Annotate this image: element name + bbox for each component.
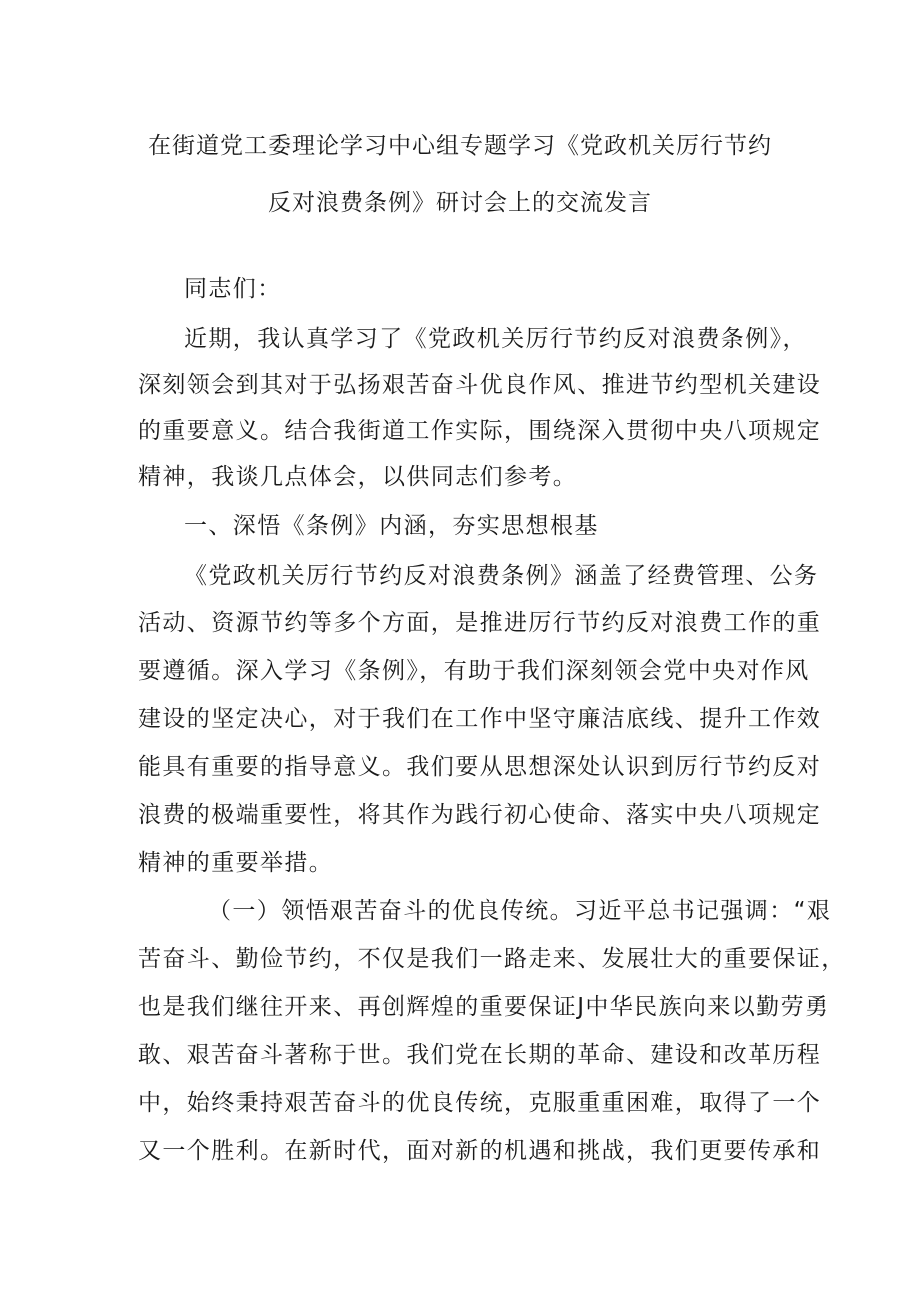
body-line: 精神的重要举措。: [138, 850, 334, 876]
body-line: 建设的坚定决心，对于我们在工作中坚守廉洁底线、提升工作效: [138, 706, 822, 732]
body-line: 又一个胜利。在新时代，面对新的机遇和挑战，我们更要传承和: [138, 1138, 822, 1164]
body-line: 要遵循。深入学习《条例》，有助于我们深刻领会党中央对作风: [138, 658, 810, 684]
body-line: 浪费的极端重要性，将其作为践行初心使命、落实中央八项规定: [138, 802, 822, 828]
body-line: 也是我们继往开来、再创辉煌的重要保证J中华民族向来以勤劳勇: [138, 994, 830, 1020]
body-line: 活动、资源节约等多个方面，是推进厉行节约反对浪费工作的重: [138, 610, 822, 636]
document-title-line-2: 反对浪费条例》研讨会上的交流发言: [268, 190, 652, 216]
body-line: 中，始终秉持艰苦奋斗的优良传统，克服重重困难，取得了一个: [138, 1090, 822, 1116]
document-title-line-1: 在街道党工委理论学习中心组专题学习《党政机关厉行节约: [148, 133, 772, 159]
body-line: 的重要意义。结合我街道工作实际，围绕深入贯彻中央八项规定: [138, 418, 822, 444]
salutation: 同志们：: [184, 276, 282, 302]
body-line: 深刻领会到其对于弘扬艰苦奋斗优良作风、推进节约型机关建设: [138, 372, 822, 398]
body-line: 《党政机关厉行节约反对浪费条例》涵盖了经费管理、公务: [184, 563, 819, 589]
body-line: 能具有重要的指导意义。我们要从思想深处认识到厉行节约反对: [138, 754, 822, 780]
subsection-line: （一）领悟艰苦奋斗的优良传统。习近平总书记强调：“艰: [208, 898, 832, 924]
body-line: 精神，我谈几点体会，以供同志们参考。: [138, 464, 578, 490]
section-heading: 一、深悟《条例》内涵，夯实思想根基: [184, 513, 599, 539]
body-line: 近期，我认真学习了《党政机关厉行节约反对浪费条例》，: [184, 326, 807, 352]
body-line: 苦奋斗、勤俭节约，不仅是我们一路走来、发展壮大的重要保证，: [138, 946, 846, 972]
body-line: 敢、艰苦奋斗著称于世。我们党在长期的革命、建设和改革历程: [138, 1042, 822, 1068]
